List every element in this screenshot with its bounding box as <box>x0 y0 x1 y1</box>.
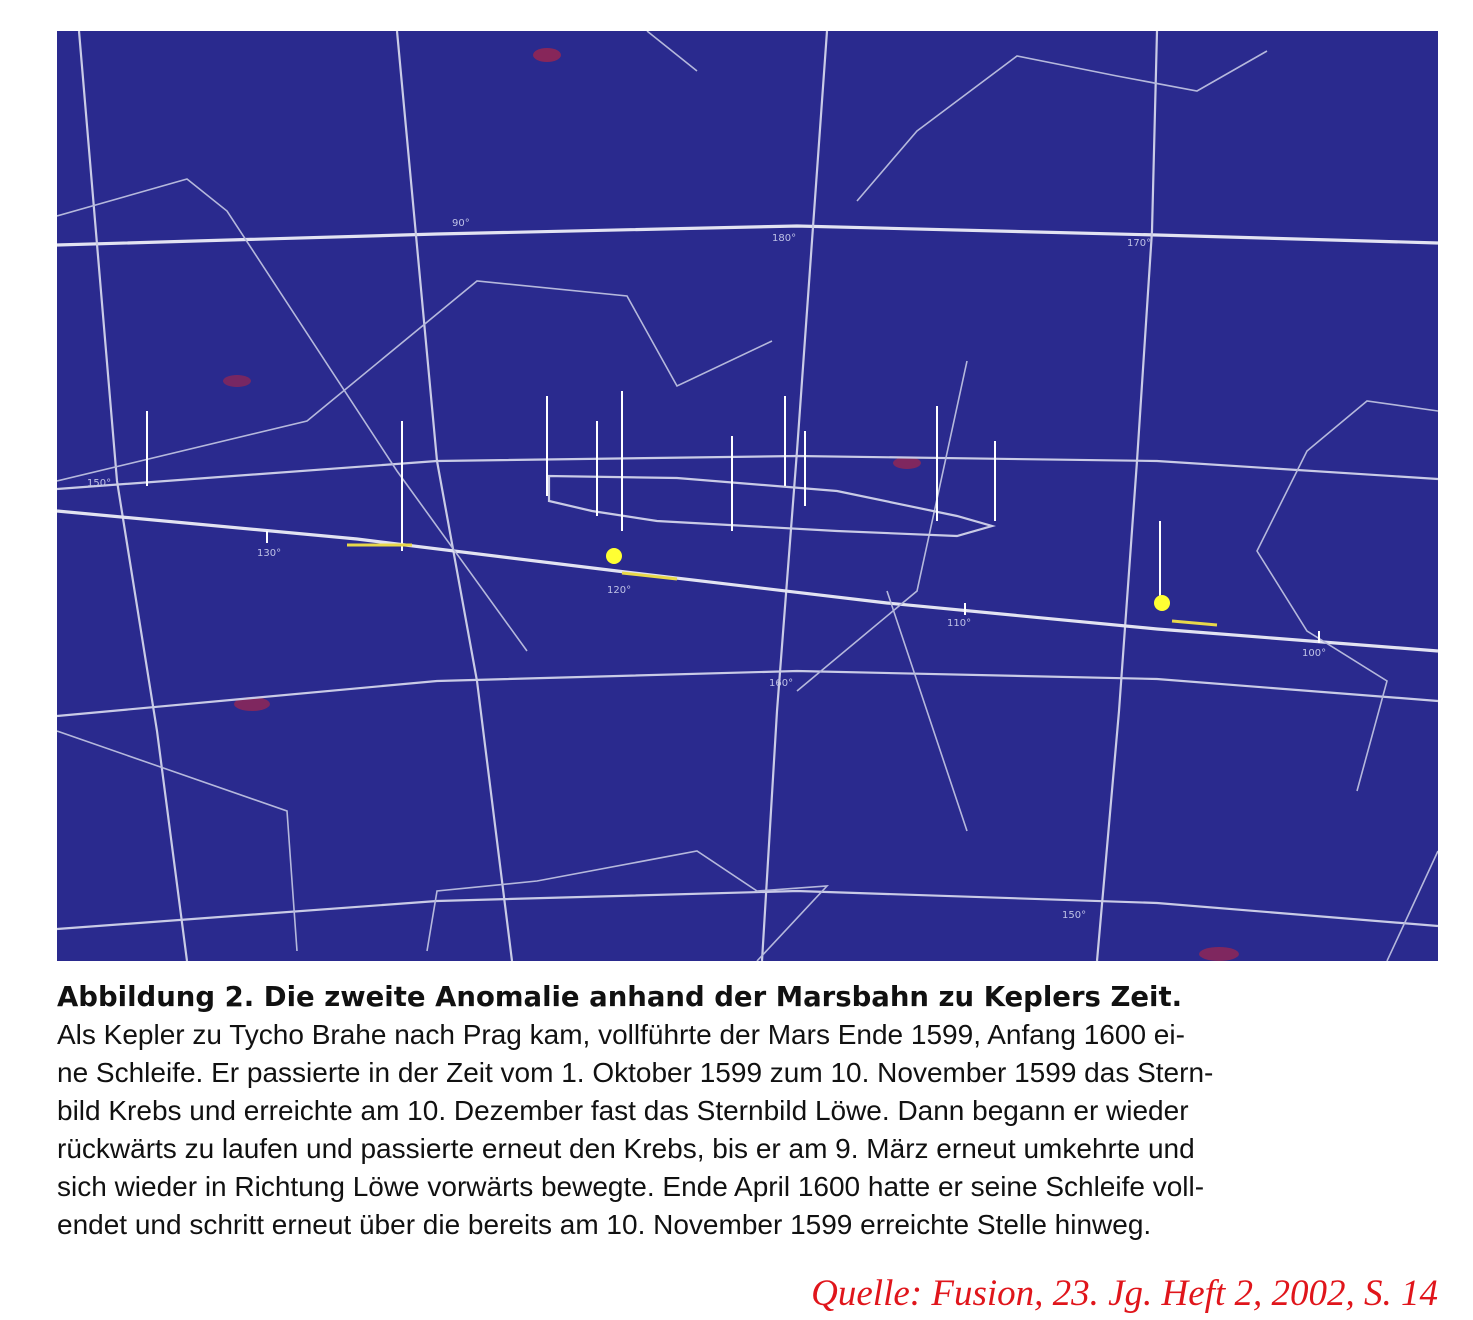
caption-line: rückwärts zu laufen und passierte erneut den Krebs, bis er am 9. März erneut umkehrte und <box>57 1133 1195 1164</box>
degree-label: 100° <box>1302 648 1327 659</box>
degree-label: 160° <box>769 678 794 689</box>
star-smudge <box>223 375 251 387</box>
degree-label: 170° <box>1127 238 1152 249</box>
degree-label: 110° <box>947 618 972 629</box>
degree-label: 120° <box>607 585 632 596</box>
star-smudge <box>893 457 921 469</box>
sky-background <box>57 31 1438 961</box>
mars-position-marker <box>1154 595 1170 611</box>
caption-line: bild Krebs und erreichte am 10. Dezember fast das Sternbild Löwe. Dann begann er wieder <box>57 1095 1189 1126</box>
source-citation: Quelle: Fusion, 23. Jg. Heft 2, 2002, S. 14 <box>811 1273 1438 1314</box>
degree-label: 130° <box>257 548 282 559</box>
caption-title: Abbildung 2. Die zweite Anomalie anhand der Marsbahn zu Keplers Zeit. <box>57 981 1183 1013</box>
star-chart-figure <box>57 31 1438 961</box>
degree-label: 150° <box>87 478 112 489</box>
mars-position-marker <box>606 548 622 564</box>
degree-label: 150° <box>1062 910 1087 921</box>
caption-line: endet und schritt erneut über die bereits am 10. November 1599 erreichte Stelle hinweg. <box>57 1209 1152 1240</box>
caption-line: ne Schleife. Er passierte in der Zeit vom 1. Oktober 1599 zum 10. November 1599 das Stern- <box>57 1057 1214 1088</box>
degree-label: 180° <box>772 233 797 244</box>
degree-label: 90° <box>452 218 470 229</box>
star-chart-svg <box>57 31 1438 961</box>
star-smudge <box>1199 947 1239 961</box>
star-smudge <box>533 48 561 62</box>
caption-line: Als Kepler zu Tycho Brahe nach Prag kam, vollführte der Mars Ende 1599, Anfang 1600 ei- <box>57 1019 1185 1050</box>
figure-caption <box>57 978 1438 1244</box>
caption-line: sich wieder in Richtung Löwe vorwärts bewegte. Ende April 1600 hatte er seine Schleife voll- <box>57 1171 1205 1202</box>
